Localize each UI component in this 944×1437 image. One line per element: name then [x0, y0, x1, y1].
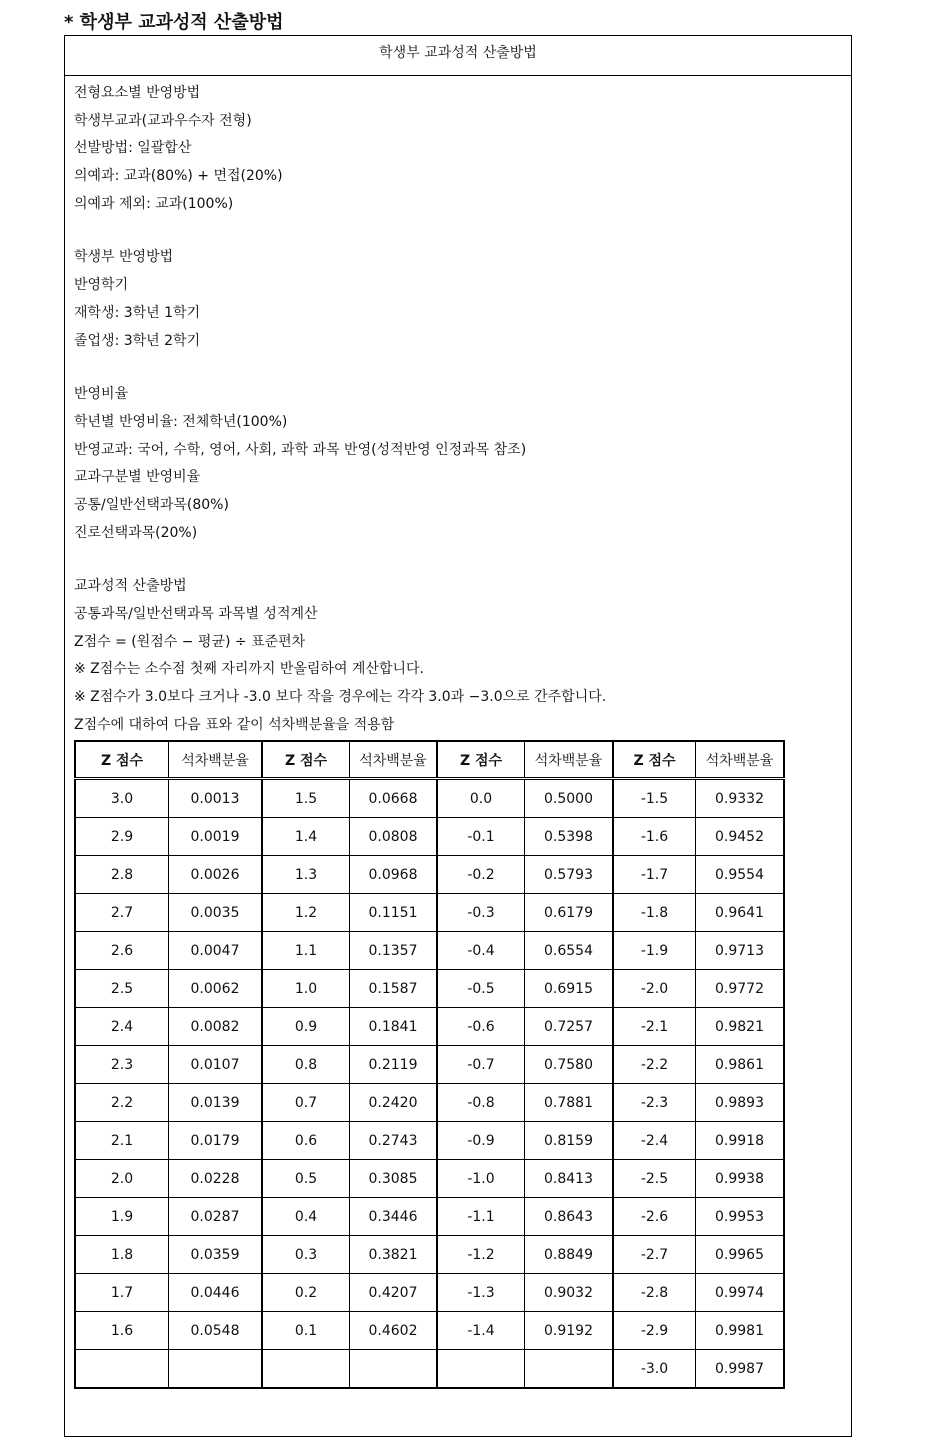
percentile-cell: 0.1357	[350, 932, 438, 970]
percentile-cell: 0.7881	[525, 1084, 614, 1122]
z-score-cell: 1.5	[262, 779, 350, 818]
z-score-cell: 2.9	[75, 818, 169, 856]
percentile-cell: 0.6915	[525, 970, 614, 1008]
z-score-cell: 2.5	[75, 970, 169, 1008]
z-score-cell: 2.7	[75, 894, 169, 932]
z-score-cell: -1.2	[437, 1236, 525, 1274]
percentile-cell	[169, 1350, 263, 1389]
z-score-cell: -0.8	[437, 1084, 525, 1122]
percentile-cell: 0.9554	[696, 856, 785, 894]
percentile-cell: 0.0139	[169, 1084, 263, 1122]
table-row	[75, 1312, 784, 1350]
percentile-cell: 0.9452	[696, 818, 785, 856]
z-score-cell: 0.1	[262, 1312, 350, 1350]
z-score-cell: 2.4	[75, 1008, 169, 1046]
percentile-cell: 0.1587	[350, 970, 438, 1008]
z-score-cell: 1.7	[75, 1274, 169, 1312]
text-line: ※ Z점수는 소수점 첫째 자리까지 반올림하여 계산합니다.	[74, 661, 424, 678]
content-box	[64, 35, 852, 1437]
z-score-cell: 3.0	[75, 779, 169, 818]
text-line: Z점수에 대하여 다음 표와 같이 석차백분율을 적용함	[74, 716, 395, 733]
percentile-cell: 0.9938	[696, 1160, 785, 1198]
table-row	[75, 1198, 784, 1236]
text-line: 전형요소별 반영방법	[74, 85, 201, 101]
z-score-cell: 0.0	[437, 779, 525, 818]
z-score-cell: -0.2	[437, 856, 525, 894]
z-score-cell: 1.6	[75, 1312, 169, 1350]
z-score-cell: 0.8	[262, 1046, 350, 1084]
percentile-cell: 0.1151	[350, 894, 438, 932]
percentile-cell: 0.9821	[696, 1008, 785, 1046]
percentile-cell: 0.0062	[169, 970, 263, 1008]
text-line: ※ Z점수가 3.0보다 크거나 -3.0 보다 작을 경우에는 각각 3.0과 −3.0으로 간주합니다.	[74, 689, 607, 706]
z-score-cell: 2.0	[75, 1160, 169, 1198]
table-row	[75, 818, 784, 856]
percentile-cell: 0.8849	[525, 1236, 614, 1274]
percentile-cell	[350, 1350, 438, 1389]
table-row	[75, 1236, 784, 1274]
z-score-cell: 2.1	[75, 1122, 169, 1160]
table-row	[75, 856, 784, 894]
z-score-cell: -2.4	[613, 1122, 696, 1160]
percentile-cell: 0.0035	[169, 894, 263, 932]
percentile-cell: 0.8643	[525, 1198, 614, 1236]
z-score-cell: -0.7	[437, 1046, 525, 1084]
z-score-cell: -3.0	[613, 1350, 696, 1389]
percentile-cell: 0.5398	[525, 818, 614, 856]
percentile-cell: 0.2420	[350, 1084, 438, 1122]
percentile-cell: 0.4207	[350, 1274, 438, 1312]
box-title: 학생부 교과성적 산출방법	[65, 36, 851, 76]
percentile-cell: 0.0548	[169, 1312, 263, 1350]
percentile-cell: 0.6554	[525, 932, 614, 970]
percentile-cell: 0.7257	[525, 1008, 614, 1046]
percentile-cell: 0.8413	[525, 1160, 614, 1198]
percentile-cell: 0.1841	[350, 1008, 438, 1046]
percentile-cell: 0.0359	[169, 1236, 263, 1274]
text-line: 반영학기	[74, 277, 129, 294]
z-score-table	[74, 740, 785, 1389]
table-row	[75, 1160, 784, 1198]
percentile-cell: 0.9974	[696, 1274, 785, 1312]
percentile-cell: 0.0287	[169, 1198, 263, 1236]
table-row	[75, 932, 784, 970]
table-row	[75, 779, 784, 818]
percentile-cell: 0.5793	[525, 856, 614, 894]
z-score-cell: -0.4	[437, 932, 525, 970]
percentile-cell: 0.9332	[696, 779, 785, 818]
z-score-cell: -0.6	[437, 1008, 525, 1046]
z-score-cell: 1.8	[75, 1236, 169, 1274]
blank-line	[74, 218, 851, 244]
z-score-cell: -0.5	[437, 970, 525, 1008]
z-score-cell: -1.1	[437, 1198, 525, 1236]
blank-line	[74, 547, 851, 573]
percentile-cell: 0.0013	[169, 779, 263, 818]
z-score-cell: 2.8	[75, 856, 169, 894]
content-body	[65, 76, 851, 739]
z-score-cell: -2.6	[613, 1198, 696, 1236]
percentile-cell: 0.9032	[525, 1274, 614, 1312]
text-line: 진로선택과목(20%)	[74, 524, 198, 541]
text-line: 학생부 반영방법	[74, 249, 174, 266]
percentile-cell: 0.9192	[525, 1312, 614, 1350]
z-score-cell: -1.0	[437, 1160, 525, 1198]
z-score-cell: 1.4	[262, 818, 350, 856]
percentile-cell: 0.2743	[350, 1122, 438, 1160]
percentile-cell: 0.9987	[696, 1350, 785, 1389]
table-row	[75, 1008, 784, 1046]
percentile-cell: 0.0026	[169, 856, 263, 894]
z-score-cell: -0.3	[437, 894, 525, 932]
percentile-cell: 0.2119	[350, 1046, 438, 1084]
column-header: Z 점수	[75, 741, 169, 779]
percentile-cell: 0.0047	[169, 932, 263, 970]
percentile-cell: 0.0179	[169, 1122, 263, 1160]
z-score-cell: -1.6	[613, 818, 696, 856]
percentile-cell: 0.0019	[169, 818, 263, 856]
text-line: 학년별 반영비율: 전체학년(100%)	[74, 413, 288, 430]
z-score-cell	[437, 1350, 525, 1389]
percentile-cell: 0.0446	[169, 1274, 263, 1312]
z-score-cell: -2.0	[613, 970, 696, 1008]
z-score-cell: -1.7	[613, 856, 696, 894]
z-score-cell: 0.4	[262, 1198, 350, 1236]
z-score-cell: 1.9	[75, 1198, 169, 1236]
percentile-cell: 0.0107	[169, 1046, 263, 1084]
text-line: 반영비율	[74, 386, 129, 403]
percentile-cell: 0.0968	[350, 856, 438, 894]
percentile-cell: 0.8159	[525, 1122, 614, 1160]
z-score-cell: 0.5	[262, 1160, 350, 1198]
z-score-cell: 0.7	[262, 1084, 350, 1122]
table-row	[75, 1274, 784, 1312]
percentile-cell: 0.9713	[696, 932, 785, 970]
percentile-cell: 0.5000	[525, 779, 614, 818]
z-score-cell: -1.8	[613, 894, 696, 932]
z-score-cell: 1.2	[262, 894, 350, 932]
text-line: 공통/일반선택과목(80%)	[74, 496, 229, 513]
percentile-cell: 0.6179	[525, 894, 614, 932]
percentile-cell: 0.3446	[350, 1198, 438, 1236]
table-row	[75, 1084, 784, 1122]
z-score-cell	[75, 1350, 169, 1389]
z-score-cell: -2.7	[613, 1236, 696, 1274]
z-score-cell: 2.6	[75, 932, 169, 970]
column-header: 석차백분율	[350, 741, 438, 779]
z-score-cell: -0.1	[437, 818, 525, 856]
column-header: 석차백분율	[169, 741, 263, 779]
percentile-cell: 0.0668	[350, 779, 438, 818]
table-row	[75, 1046, 784, 1084]
z-score-cell: 0.2	[262, 1274, 350, 1312]
z-score-cell: -2.5	[613, 1160, 696, 1198]
percentile-cell: 0.0082	[169, 1008, 263, 1046]
z-score-cell: -2.9	[613, 1312, 696, 1350]
z-score-cell: -2.2	[613, 1046, 696, 1084]
z-score-cell: -2.1	[613, 1008, 696, 1046]
z-score-cell: -1.4	[437, 1312, 525, 1350]
z-score-cell: 0.3	[262, 1236, 350, 1274]
table-row	[75, 1350, 784, 1389]
text-line: 반영교과: 국어, 수학, 영어, 사회, 과학 과목 반영(성적반영 인정과목 참조)	[74, 441, 527, 458]
column-header: Z 점수	[613, 741, 696, 779]
text-line: 학생부교과(교과우수자 전형)	[74, 112, 252, 129]
column-header: Z 점수	[262, 741, 350, 779]
z-score-cell: 1.3	[262, 856, 350, 894]
z-score-cell: -2.3	[613, 1084, 696, 1122]
percentile-cell: 0.7580	[525, 1046, 614, 1084]
percentile-cell: 0.9641	[696, 894, 785, 932]
text-line: 재학생: 3학년 1학기	[74, 304, 201, 321]
column-header: Z 점수	[437, 741, 525, 779]
z-score-cell: 1.0	[262, 970, 350, 1008]
page-heading: * 학생부 교과성적 산출방법	[64, 12, 284, 33]
text-line: Z점수 = (원점수 − 평균) ÷ 표준편차	[74, 633, 306, 650]
text-line: 의예과: 교과(80%) + 면접(20%)	[74, 168, 283, 185]
z-score-cell: -1.9	[613, 932, 696, 970]
z-score-cell: 2.3	[75, 1046, 169, 1084]
text-line: 공통과목/일반선택과목 과목별 성적계산	[74, 606, 318, 622]
percentile-cell: 0.9861	[696, 1046, 785, 1084]
percentile-cell	[525, 1350, 614, 1389]
text-line: 선발방법: 일괄합산	[74, 140, 192, 157]
percentile-cell: 0.9772	[696, 970, 785, 1008]
z-score-cell: -0.9	[437, 1122, 525, 1160]
percentile-cell: 0.0808	[350, 818, 438, 856]
percentile-cell: 0.4602	[350, 1312, 438, 1350]
text-line: 교과성적 산출방법	[74, 578, 187, 595]
z-score-cell	[262, 1350, 350, 1389]
table-row	[75, 894, 784, 932]
table-row	[75, 970, 784, 1008]
text-line: 의예과 제외: 교과(100%)	[74, 195, 234, 212]
z-score-cell: -1.5	[613, 779, 696, 818]
table-row	[75, 1122, 784, 1160]
percentile-cell: 0.0228	[169, 1160, 263, 1198]
text-line: 졸업생: 3학년 2학기	[74, 332, 201, 349]
column-header: 석차백분율	[525, 741, 614, 779]
text-line: 교과구분별 반영비율	[74, 469, 201, 486]
z-score-cell: 1.1	[262, 932, 350, 970]
percentile-cell: 0.9965	[696, 1236, 785, 1274]
percentile-cell: 0.9918	[696, 1122, 785, 1160]
percentile-cell: 0.9981	[696, 1312, 785, 1350]
z-score-cell: 0.6	[262, 1122, 350, 1160]
z-score-cell: -1.3	[437, 1274, 525, 1312]
column-header: 석차백분율	[696, 741, 785, 779]
z-score-cell: -2.8	[613, 1274, 696, 1312]
percentile-cell: 0.9893	[696, 1084, 785, 1122]
percentile-cell: 0.3085	[350, 1160, 438, 1198]
percentile-cell: 0.9953	[696, 1198, 785, 1236]
percentile-cell: 0.3821	[350, 1236, 438, 1274]
z-score-cell: 2.2	[75, 1084, 169, 1122]
z-score-cell: 0.9	[262, 1008, 350, 1046]
blank-line	[74, 355, 851, 381]
